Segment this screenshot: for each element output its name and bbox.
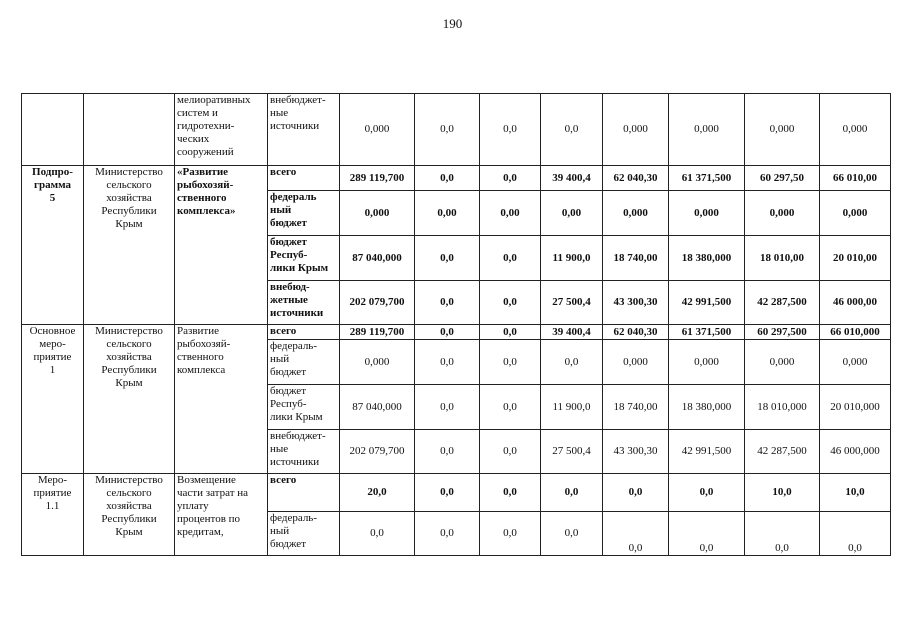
value-cell: 0,000 bbox=[340, 94, 415, 166]
source-cell: внебюд- жетные источники bbox=[268, 281, 340, 325]
value-cell: 0,0 bbox=[415, 385, 480, 430]
page-number: 190 bbox=[442, 16, 463, 31]
ministry-cell: Министерство сельского хозяйства Республики Крым bbox=[84, 325, 175, 474]
value-cell: 0,0 bbox=[415, 512, 480, 556]
value-cell: 289 119,700 bbox=[340, 166, 415, 191]
value-cell: 46 000,00 bbox=[820, 281, 891, 325]
value-cell: 18 380,000 bbox=[669, 236, 745, 281]
value-cell: 0,0 bbox=[415, 474, 480, 512]
table-row bbox=[22, 325, 891, 340]
value-cell: 0,0 bbox=[480, 236, 541, 281]
value-cell: 0,000 bbox=[603, 191, 669, 236]
value-cell: 61 371,500 bbox=[669, 325, 745, 340]
value-cell: 20 010,000 bbox=[820, 385, 891, 430]
value-cell: 0,000 bbox=[340, 191, 415, 236]
value-cell: 0,0 bbox=[480, 94, 541, 166]
value-cell: 0,00 bbox=[541, 191, 603, 236]
value-cell: 61 371,500 bbox=[669, 166, 745, 191]
ministry-cell: Министерство сельского хозяйства Республики Крым bbox=[84, 166, 175, 325]
ministry-cell bbox=[84, 94, 175, 166]
title-cell: мелиоративных систем и гидротехни- ческих сооружений bbox=[175, 94, 268, 166]
table-row bbox=[22, 474, 891, 512]
value-cell: 0,0 bbox=[480, 385, 541, 430]
value-cell: 202 079,700 bbox=[340, 281, 415, 325]
source-cell: всего bbox=[268, 474, 340, 512]
value-cell: 0,0 bbox=[541, 474, 603, 512]
value-cell: 0,0 bbox=[340, 512, 415, 556]
value-cell: 20,0 bbox=[340, 474, 415, 512]
value-cell: 18 740,00 bbox=[603, 385, 669, 430]
source-cell: федераль- ный бюджет bbox=[268, 512, 340, 556]
value-cell: 0,000 bbox=[669, 340, 745, 385]
title-cell: Возмещение части затрат на уплату процентов по кредитам, bbox=[175, 474, 268, 556]
value-cell: 43 300,30 bbox=[603, 430, 669, 474]
budget-table bbox=[21, 93, 891, 556]
ministry-cell: Министерство сельского хозяйства Республики Крым bbox=[84, 474, 175, 556]
value-cell: 0,0 bbox=[415, 166, 480, 191]
value-cell: 66 010,000 bbox=[820, 325, 891, 340]
value-cell: 62 040,30 bbox=[603, 325, 669, 340]
value-cell: 0,0 bbox=[541, 512, 603, 556]
value-cell: 0,0 bbox=[415, 430, 480, 474]
value-cell: 46 000,000 bbox=[820, 430, 891, 474]
value-cell: 60 297,500 bbox=[745, 325, 820, 340]
source-cell: федераль ный бюджет bbox=[268, 191, 340, 236]
value-cell: 0,0 bbox=[745, 512, 820, 556]
value-cell: 0,000 bbox=[669, 94, 745, 166]
source-cell: внебюджет- ные источники bbox=[268, 430, 340, 474]
value-cell: 18 740,00 bbox=[603, 236, 669, 281]
program-cell: Меро- приятие 1.1 bbox=[22, 474, 84, 556]
source-cell: внебюджет- ные источники bbox=[268, 94, 340, 166]
source-cell: бюджет Респуб- лики Крым bbox=[268, 385, 340, 430]
program-cell bbox=[22, 94, 84, 166]
value-cell: 18 380,000 bbox=[669, 385, 745, 430]
value-cell: 0,0 bbox=[603, 474, 669, 512]
value-cell: 87 040,000 bbox=[340, 236, 415, 281]
value-cell: 0,000 bbox=[340, 340, 415, 385]
value-cell: 87 040,000 bbox=[340, 385, 415, 430]
value-cell: 60 297,50 bbox=[745, 166, 820, 191]
value-cell: 0,0 bbox=[415, 236, 480, 281]
value-cell: 0,0 bbox=[415, 340, 480, 385]
value-cell: 11 900,0 bbox=[541, 236, 603, 281]
value-cell: 43 300,30 bbox=[603, 281, 669, 325]
value-cell: 18 010,000 bbox=[745, 385, 820, 430]
value-cell: 18 010,00 bbox=[745, 236, 820, 281]
source-cell: федераль- ный бюджет bbox=[268, 340, 340, 385]
source-cell: всего bbox=[268, 166, 340, 191]
value-cell: 0,0 bbox=[603, 512, 669, 556]
program-cell: Подпро- грамма 5 bbox=[22, 166, 84, 325]
value-cell: 0,000 bbox=[603, 94, 669, 166]
value-cell: 0,000 bbox=[669, 191, 745, 236]
value-cell: 0,0 bbox=[415, 281, 480, 325]
value-cell: 0,0 bbox=[820, 512, 891, 556]
value-cell: 0,0 bbox=[480, 325, 541, 340]
value-cell: 42 287,500 bbox=[745, 281, 820, 325]
value-cell: 39 400,4 bbox=[541, 325, 603, 340]
value-cell: 0,00 bbox=[415, 191, 480, 236]
value-cell: 0,00 bbox=[480, 191, 541, 236]
value-cell: 10,0 bbox=[820, 474, 891, 512]
title-cell: «Развитие рыбохозяй- ственного комплекса» bbox=[175, 166, 268, 325]
value-cell: 62 040,30 bbox=[603, 166, 669, 191]
value-cell: 0,0 bbox=[480, 281, 541, 325]
value-cell: 42 991,500 bbox=[669, 430, 745, 474]
value-cell: 42 287,500 bbox=[745, 430, 820, 474]
value-cell: 0,000 bbox=[603, 340, 669, 385]
value-cell: 0,000 bbox=[820, 340, 891, 385]
value-cell: 39 400,4 bbox=[541, 166, 603, 191]
value-cell: 0,0 bbox=[669, 474, 745, 512]
value-cell: 0,0 bbox=[669, 512, 745, 556]
value-cell: 11 900,0 bbox=[541, 385, 603, 430]
source-cell: бюджет Респуб- лики Крым bbox=[268, 236, 340, 281]
value-cell: 10,0 bbox=[745, 474, 820, 512]
value-cell: 27 500,4 bbox=[541, 430, 603, 474]
value-cell: 0,000 bbox=[745, 191, 820, 236]
value-cell: 0,000 bbox=[820, 191, 891, 236]
value-cell: 0,0 bbox=[480, 430, 541, 474]
value-cell: 0,0 bbox=[480, 340, 541, 385]
value-cell: 0,0 bbox=[415, 325, 480, 340]
value-cell: 42 991,500 bbox=[669, 281, 745, 325]
value-cell: 0,000 bbox=[745, 94, 820, 166]
value-cell: 0,0 bbox=[480, 512, 541, 556]
value-cell: 0,0 bbox=[415, 94, 480, 166]
value-cell: 0,0 bbox=[480, 166, 541, 191]
table-row bbox=[22, 166, 891, 191]
value-cell: 0,0 bbox=[480, 474, 541, 512]
value-cell: 20 010,00 bbox=[820, 236, 891, 281]
value-cell: 0,000 bbox=[745, 340, 820, 385]
program-cell: Основное меро- приятие 1 bbox=[22, 325, 84, 474]
value-cell: 0,0 bbox=[541, 94, 603, 166]
value-cell: 27 500,4 bbox=[541, 281, 603, 325]
table-row bbox=[22, 94, 891, 166]
value-cell: 0,000 bbox=[820, 94, 891, 166]
value-cell: 0,0 bbox=[541, 340, 603, 385]
source-cell: всего bbox=[268, 325, 340, 340]
value-cell: 66 010,00 bbox=[820, 166, 891, 191]
title-cell: Развитие рыбохозяй- ственного комплекса bbox=[175, 325, 268, 474]
value-cell: 289 119,700 bbox=[340, 325, 415, 340]
value-cell: 202 079,700 bbox=[340, 430, 415, 474]
